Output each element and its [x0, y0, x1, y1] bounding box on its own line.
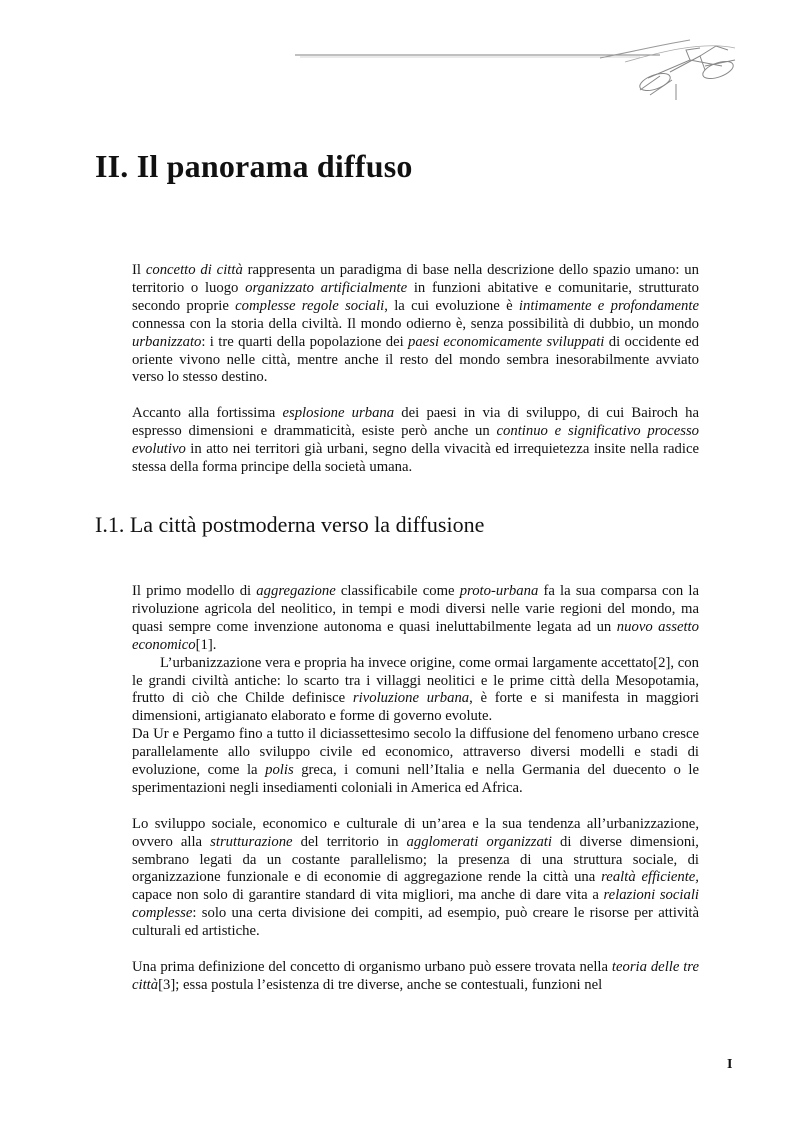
cyclist-sketch-icon	[638, 46, 736, 100]
italic-term: rivoluzione urbana	[352, 690, 470, 707]
italic-term: urbanizzato	[132, 333, 202, 350]
intro-paragraph-2: Accanto alla fortissima esplosione urbana dei paesi in via di sviluppo, di cui Bairoch ha espresso dimensioni e drammaticità, esiste però anche un continuo e significativo processo evolutivo in atto nei territori già urbani, segno della vivacità ed irrequietezza insite nella radice stessa della forma principe della società umana.	[132, 405, 699, 475]
intro-paragraph-1: Il concetto di città rappresenta un paradigma di base nella descrizione dello spazio umano: un territorio o luogo organizzato artificialmente in funzioni abitative e comunitarie, strutturato secondo proprie complesse regole sociali, la cui evoluzione è intimamente e profondamente connessa con la storia della civiltà. Il mondo odierno è, senza possibilità di dubbio, un mondo urbanizzato: i tre quarti della popolazione dei paesi economicamente sviluppati di occidente ed oriente vivono nelle città, mentre anche il resto del mondo sembra inesorabilmente avviato verso lo stesso destino.	[132, 262, 700, 386]
italic-term: paesi economicamente sviluppati	[408, 333, 605, 350]
section-paragraph-5: Una prima definizione del concetto di organismo urbano può essere trovata nella teoria delle tre città[3]; essa postula l’esistenza di tre diverse, anche se contestuali, funzioni nel	[132, 959, 699, 993]
italic-term: proto-urbana	[459, 583, 539, 599]
italic-term: complesse regole sociali	[235, 297, 385, 314]
page-number: I	[727, 1057, 733, 1072]
header-ornament	[0, 0, 793, 110]
section-paragraph-2: L’urbanizzazione vera e propria ha invece origine, come ormai largamente accettato[2], con le grandi civiltà antiche: lo scarto tra i villaggi neolitici e le prime città della Mesopotamia, frutto di ciò che Childe definisce rivoluzione urbana, è forte e si manifesta in maggiori dimensioni, artigianato elaborato e forme di governo evolute.	[132, 654, 699, 725]
section-text	[132, 583, 699, 995]
section-title: I.1. La città postmoderna verso la diffusione	[95, 512, 485, 537]
italic-term: concetto di città	[145, 262, 243, 278]
italic-term: organizzato artificialmente	[245, 279, 408, 296]
intro-text	[132, 262, 699, 477]
italic-term: realtà efficiente,	[601, 869, 699, 886]
italic-term: agglomerati organizzati	[406, 833, 552, 850]
section-paragraph-1: Il primo modello di aggregazione classificabile come proto-urbana fa la sua comparsa con la rivoluzione agricola del neolitico, in tempi e modi diversi nelle varie regioni del mondo, ma quasi sempre come invenzione autonoma e quasi ineluttabilmente legata ad un nuovo assetto economico[1].	[132, 583, 699, 653]
italic-term: continuo e significativo processo evolutivo	[132, 423, 699, 458]
italic-term: esplosione urbana	[282, 405, 395, 422]
italic-term: teoria delle tre città	[132, 959, 699, 993]
italic-term: intimamente e profondamente	[518, 297, 700, 314]
italic-term: relazioni sociali complesse	[132, 887, 699, 922]
italic-term: polis	[265, 762, 294, 779]
italic-term: strutturazione	[210, 833, 293, 850]
chapter-title: II. Il panorama diffuso	[95, 148, 413, 184]
section-paragraph-3: Da Ur e Pergamo fino a tutto il diciassettesimo secolo la diffusione del fenomeno urbano cresce parallelamente allo sviluppo civile ed economico, attraverso diversi modelli e stadi di evoluzione, come la polis greca, i comuni nell’Italia e nella Germania del duecento o le sperimentazioni negli insediamenti coloniali in America ed Africa.	[132, 726, 699, 796]
italic-term: aggregazione	[256, 583, 336, 599]
section-paragraph-4: Lo sviluppo sociale, economico e culturale di un’area e la sua tendenza all’urbanizzazione, ovvero alla strutturazione del territorio in agglomerati organizzati di diverse dimensioni, sembrano legati da un costante parallelismo; la presenza di una struttura sociale, di organizzazione funzionale e di economie di aggregazione rende la città una realtà efficiente, capace non solo di garantire standard di vita migliori, ma anche di dare vita a relazioni sociali complesse: solo una certa divisione dei compiti, ad esempio, può creare le risorse per attività culturali ed artistiche.	[132, 815, 699, 940]
italic-term: nuovo assetto economico	[132, 618, 699, 653]
